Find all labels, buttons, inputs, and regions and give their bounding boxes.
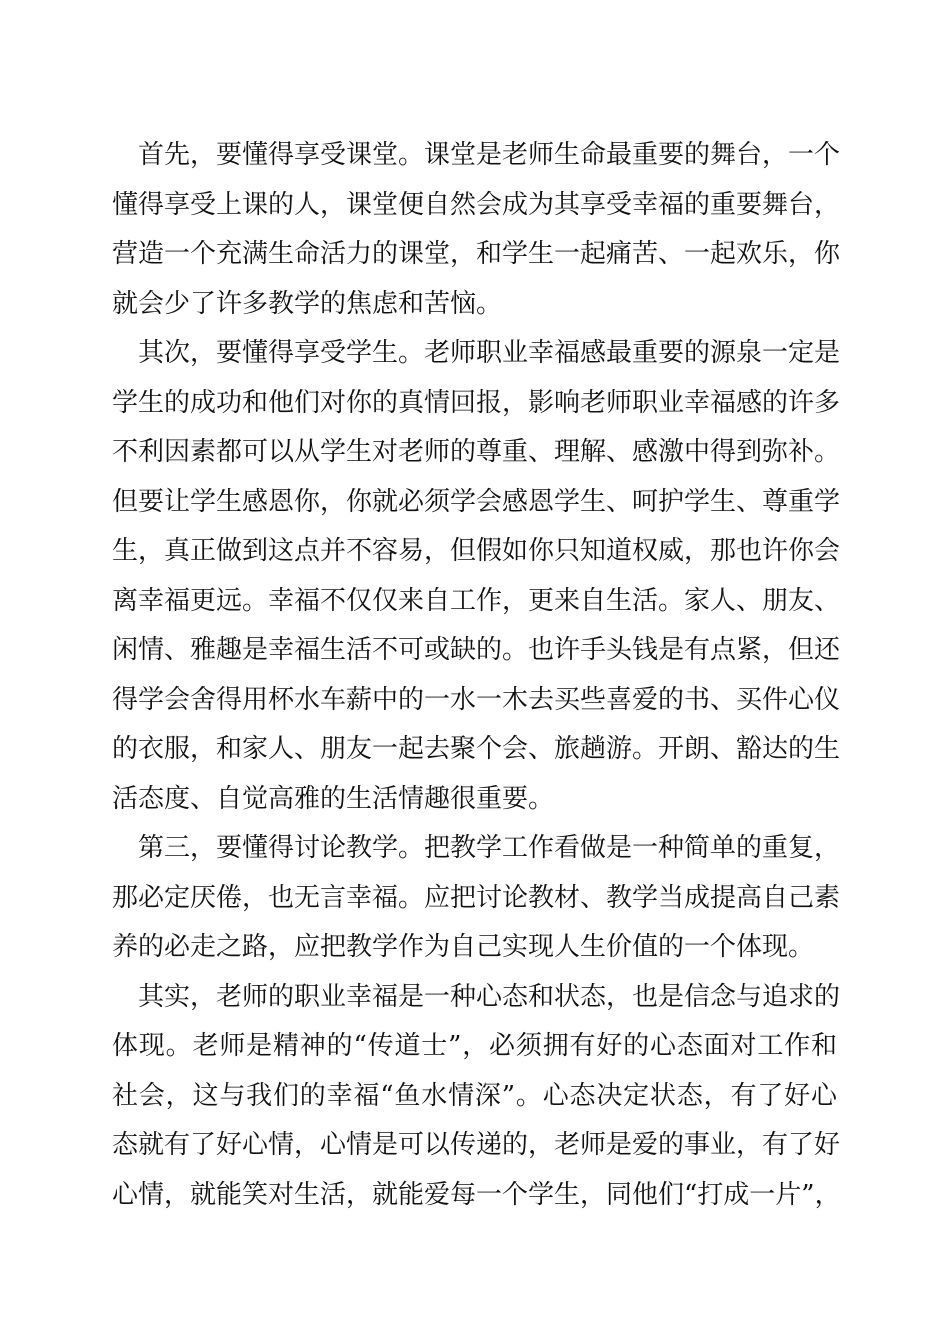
- text-line: 的衣服，和家人、朋友一起去聚个会、旅趟游。开朗、豁达的生: [112, 734, 841, 764]
- paragraph-enjoy-classroom: [112, 131, 841, 329]
- text-line: 闲情、雅趣是幸福生活不可或缺的。也许手头钱是有点紧，但还: [112, 635, 841, 665]
- paragraph-discuss-teaching: [112, 824, 841, 973]
- text-line: 社会，这与我们的幸福“鱼水情深”。心态决定状态，有了好心: [112, 1080, 837, 1111]
- text-line: 活态度、自觉高雅的生活情趣很重要。: [112, 783, 555, 814]
- text-line: 不利因素都可以从学生对老师的尊重、理解、感激中得到弥补。: [112, 437, 841, 467]
- document-body: [112, 131, 841, 1220]
- text-line: 养的必走之路，应把教学作为自己实现人生价值的一个体现。: [112, 932, 815, 962]
- text-line: 第三，要懂得讨论教学。把教学工作看做是一种简单的重复，: [138, 833, 841, 863]
- text-line: 其实，老师的职业幸福是一种心态和状态，也是信念与追求的: [138, 981, 841, 1012]
- paragraph-enjoy-students: [112, 329, 841, 824]
- text-line: 离幸福更远。幸福不仅仅来自工作，更来自生活。家人、朋友、: [112, 585, 841, 616]
- text-line: 得学会舍得用杯水车薪中的一水一木去买些喜爱的书、买件心仪: [112, 684, 841, 715]
- text-line: 首先，要懂得享受课堂。课堂是老师生命最重要的舞台，一个: [138, 140, 841, 170]
- text-line: 体现。老师是精神的“传道士”，必须拥有好的心态面对工作和: [112, 1031, 837, 1061]
- text-line: 其次，要懂得享受学生。老师职业幸福感最重要的源泉一定是: [138, 338, 841, 368]
- text-line: 那必定厌倦，也无言幸福。应把讨论教材、教学当成提高自己素: [112, 882, 841, 913]
- text-line: 营造一个充满生命活力的课堂，和学生一起痛苦、一起欢乐，你: [112, 239, 841, 269]
- text-line: 学生的成功和他们对你的真情回报，影响老师职业幸福感的许多: [112, 387, 841, 418]
- text-line: 生，真正做到这点并不容易，但假如你只知道权威，那也许你会: [112, 536, 841, 566]
- text-line: 心情，就能笑对生活，就能爱每一个学生，同他们“打成一片”，: [112, 1179, 841, 1210]
- text-line: 态就有了好心情，心情是可以传递的，老师是爱的事业，有了好: [112, 1130, 841, 1160]
- text-line: 但要让学生感恩你，你就必须学会感恩学生、呵护学生、尊重学: [112, 486, 841, 517]
- paragraph-conclusion: [112, 973, 841, 1221]
- text-line: 懂得享受上课的人，课堂便自然会成为其享受幸福的重要舞台，: [112, 189, 841, 220]
- text-line: 就会少了许多教学的焦虑和苦恼。: [112, 288, 503, 319]
